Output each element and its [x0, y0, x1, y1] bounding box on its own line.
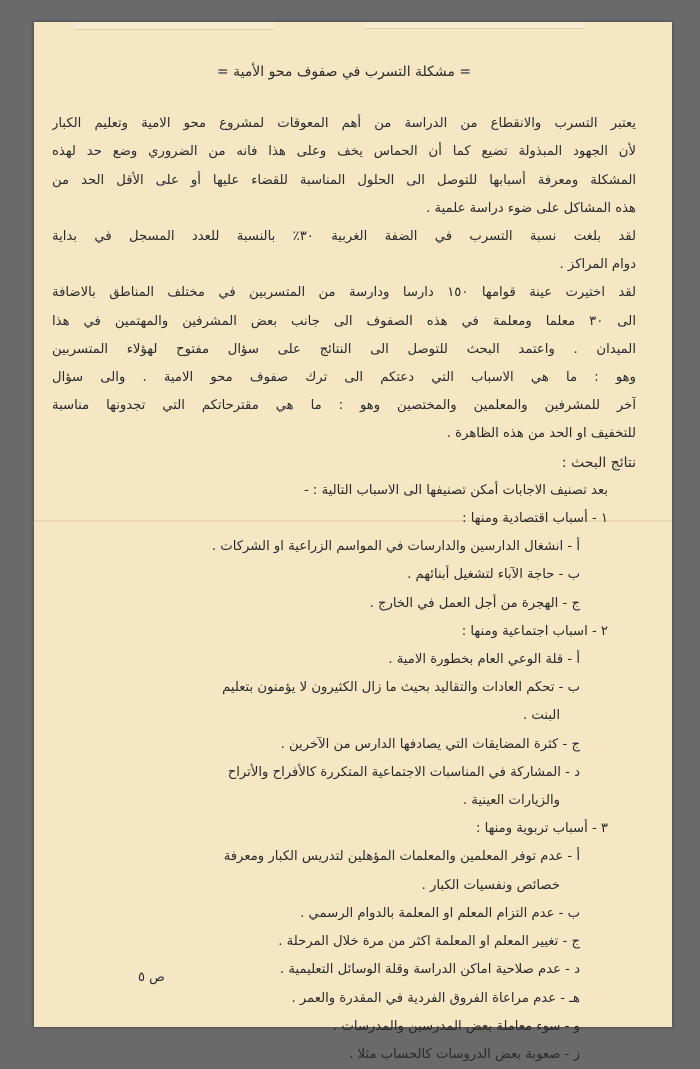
- section-heading: ٢ - اسباب اجتماعية ومنها :: [461, 623, 608, 639]
- list-item: و - سوء معاملة بعض المدرسين والمدرسات .: [333, 1018, 580, 1034]
- list-item: هـ - عدم مراعاة الفروق الفردية في المقدرة والعمر .: [291, 990, 580, 1006]
- list-item-continuation: والزيارات العينية .: [462, 793, 560, 809]
- text-line: الميدان . واعتمد البحث للتوصل الى النتائج على سؤال مفتوح لهؤلاء المتسربين: [52, 341, 636, 357]
- tape-strip: [74, 22, 274, 30]
- list-item: ج - الهجرة من أجل العمل في الخارج .: [369, 595, 580, 611]
- text-line: المشكلة ومعرفة أسبابها للتوصل الى الحلول المناسبة للقضاء عليها أو على الأقل الحد من: [52, 172, 636, 188]
- list-item: ب - حاجة الآباء لتشغيل أبنائهم .: [407, 567, 580, 583]
- list-item-continuation: البنت .: [523, 708, 560, 724]
- text-line: يعتبر التسرب والانقطاع من الدراسة من أهم المعوقات لمشروع محو الامية وتعليم الكبار: [52, 116, 636, 132]
- list-item: ج - تغيير المعلم او المعلمة اكثر من مرة خلال المرحلة .: [278, 934, 580, 950]
- text-line: الى ٣٠ معلما ومعلمة في هذه الصفوف الى جانب بعض المشرفين والمهتمين في هذا: [52, 313, 636, 329]
- sample-paragraph: [52, 279, 636, 448]
- intro-paragraph: [52, 110, 636, 223]
- list-item: أ - عدم توفر المعلمين والمعلمات المؤهلين لتدريس الكبار ومعرفة: [223, 849, 580, 865]
- list-item: ز - صعوبة بعض الدروسات كالحساب مثلا .: [349, 1046, 580, 1062]
- section-educational: [52, 815, 636, 1069]
- list-item: د - عدم صلاحية اماكن الدراسة وقلة الوسائل التعليمية .: [280, 962, 580, 978]
- results-intro: بعد تصنيف الاجابات أمكن تصنيفها الى الاسباب التالية : -: [303, 482, 608, 498]
- list-item-continuation: خصائص ونفسيات الكبار .: [421, 877, 560, 893]
- text-line: لقد بلغت نسبة التسرب في الضفة الغربية ٣٠٪ بالنسبة للعدد المسجل في بداية: [52, 229, 636, 245]
- tape-strip: [364, 22, 584, 29]
- list-item: ب - تحكم العادات والتقاليد بحيث ما زال الكثيرون لا يؤمنون بتعليم: [222, 680, 580, 696]
- document-body: [52, 58, 636, 1069]
- section-heading: ٣ - أسباب تربوية ومنها :: [475, 821, 608, 837]
- list-item: أ - انشغال الدارسين والدارسات في المواسم الزراعية او الشركات .: [211, 539, 580, 555]
- document-title: = مشكلة التسرب في صفوف محو الأمية =: [216, 64, 472, 80]
- results-heading: نتائج البحث :: [561, 454, 636, 471]
- section-social: [52, 618, 636, 815]
- rate-paragraph: [52, 223, 636, 279]
- text-line: لقد اختيرت عينة قوامها ١٥٠ دارسا ودارسة من المتسربين في مختلف المناطق بالاضافة: [52, 285, 636, 301]
- text-line: آخر للمشرفين والمعلمين والمختصين وهو : ما هي مقترحاتكم التي تجدونها مناسبة: [52, 398, 636, 414]
- page-number: ص ٥: [138, 970, 165, 985]
- section-economic: [52, 505, 636, 618]
- section-heading: ١ - أسباب اقتصادية ومنها :: [462, 511, 608, 527]
- list-item: ج - كثرة المضايقات التي يصادفها الدارس من الآخرين .: [280, 736, 580, 752]
- text-line: دوام المراكز .: [559, 257, 636, 273]
- text-line: للتخفيف او الحد من هذه الظاهرة .: [446, 426, 636, 442]
- list-item: ب - عدم التزام المعلم او المعلمة بالدوام الرسمي .: [300, 905, 580, 921]
- text-line: هذه المشاكل على ضوء دراسة علمية .: [426, 200, 636, 216]
- text-line: لأن الجهود المبذولة تضيع كما أن الحماس يخف وعلى هذا فانه من الضروري وضع حد لهذه: [52, 144, 636, 160]
- list-item: أ - قلة الوعي العام بخطورة الامية .: [388, 652, 580, 668]
- list-item: د - المشاركة في المناسبات الاجتماعية المتكررة كالأفراح والأتراح: [227, 764, 580, 780]
- text-line: وهو : ما هي الاسباب التي دعتكم الى ترك صفوف محو الامية . والى سؤال: [52, 370, 636, 386]
